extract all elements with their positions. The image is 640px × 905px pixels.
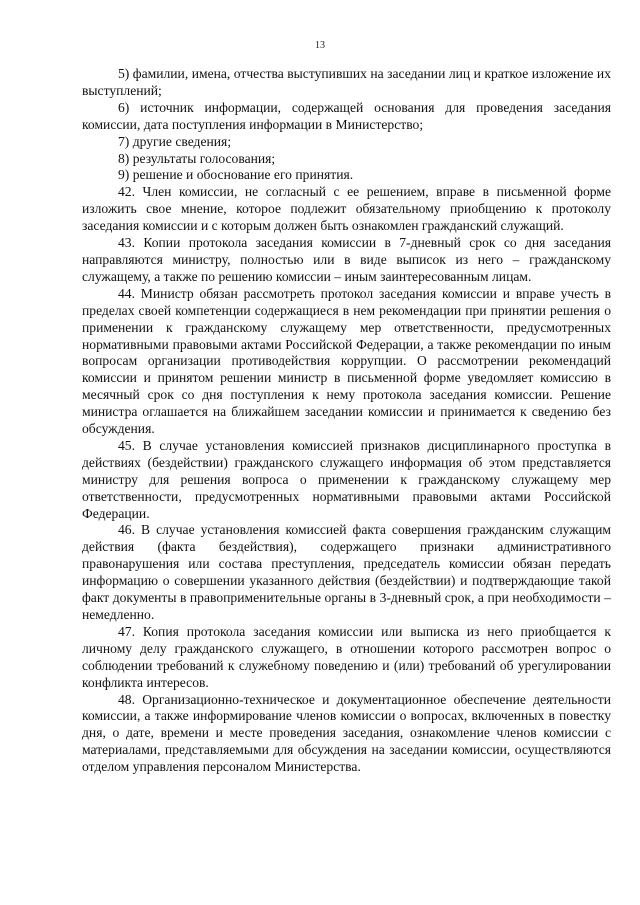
page-number: 13 <box>315 40 325 51</box>
list-item-6-information-source: 6) источник информации, содержащей основания для проведения заседания комиссии, дата поступления информации в Министерство; <box>82 99 611 132</box>
list-item-9-decision: 9) решение и обоснование его принятия. <box>118 167 354 183</box>
clause-47: 47. Копия протокола заседания комиссии или выписка из него приобщается к личному делу гражданского служащего, в отношении которого рассмотрен вопрос о соблюдении требований к служебному поведению и (или) требований об урегулировании конфликта интересов. <box>82 623 611 690</box>
clause-48: 48. Организационно-техническое и документационное обеспечение деятельности комиссии, а также информирование членов комиссии о вопросах, включенных в повестку дня, о дате, времени и месте проведения заседания, ознакомление членов комиссии с материалами, представляемыми для обсуждения на заседании комиссии, осуществляются отделом управления персоналом Министерства. <box>82 691 611 775</box>
clause-45: 45. В случае установления комиссией признаков дисциплинарного проступка в действиях (бездействии) гражданского служащего информация об этом представляется министру для решения вопроса о применении к гражданскому служащему мер ответственности, предусмотренных нормативными правовыми актами Российской Федерации. <box>82 437 611 521</box>
clause-42: 42. Член комиссии, не согласный с ее решением, вправе в письменной форме изложить свое мнение, которое подлежит обязательному приобщению к протоколу заседания комиссии и с которым должен быть ознакомлен гражданский служащий. <box>82 184 611 234</box>
list-item-8-voting-results: 8) результаты голосования; <box>118 150 276 166</box>
document-body <box>82 66 611 776</box>
clause-44: 44. Министр обязан рассмотреть протокол заседания комиссии и вправе учесть в пределах своей компетенции содержащиеся в нем рекомендации при принятии решения о применении к гражданскому служащему мер ответственности, предусмотренных нормативными правовыми актами Российской Федерации, а также рекомендации по иным вопросам организации противодействия коррупции. О рассмотрении рекомендаций комиссии и принятом решении министр в письменной форме уведомляет комиссию в месячный срок со дня поступления к нему протокола заседания комиссии. Решение министра оглашается на ближайшем заседании комиссии и принимается к сведению без обсуждения. <box>82 285 611 437</box>
list-item-5-speakers: 5) фамилии, имена, отчества выступивших на заседании лиц и краткое изложение их выступлений; <box>82 66 611 98</box>
clause-46: 46. В случае установления комиссией факта совершения гражданским служащим действия (факта бездействия), содержащего признаки административного правонарушения или состава преступления, председатель комиссии обязан передать информацию о совершении указанного действия (бездействии) и подтверждающие такой факт документы в правоприменительные органы в 3-дневный срок, а при необходимости – немедленно. <box>82 522 611 622</box>
clause-43: 43. Копии протокола заседания комиссии в 7-дневный срок со дня заседания направляются министру, полностью или в виде выписок из него – гражданскому служащему, а также по решению комиссии – иным заинтересованным лицам. <box>82 235 611 284</box>
list-item-7-other-info: 7) другие сведения; <box>118 133 232 149</box>
